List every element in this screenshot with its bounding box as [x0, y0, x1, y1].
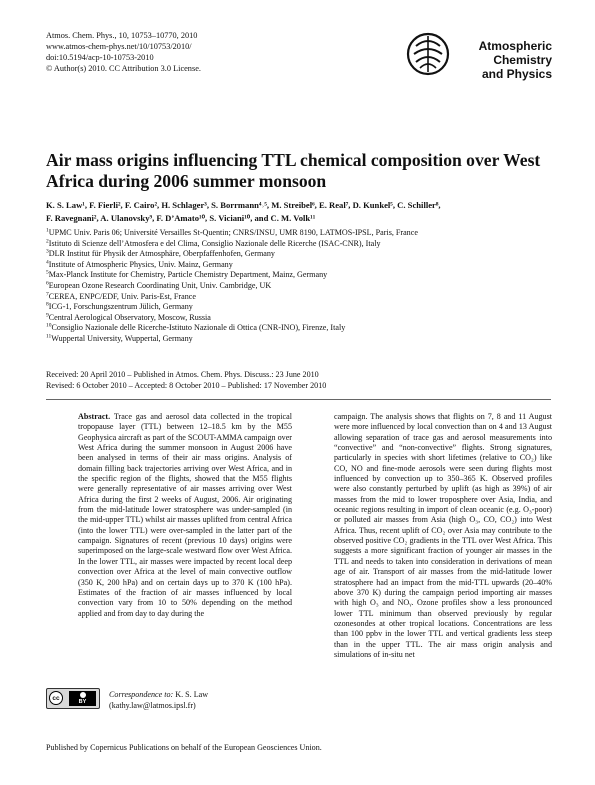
paper-title: Air mass origins influencing TTL chemical composition over West Africa during 2006 summer monsoon: [46, 150, 541, 191]
author-line-2: F. Ravegnani², A. Ulanovsky⁹, F. D’Amato¹⁰, S. Viciani¹⁰, and C. M. Volk¹¹: [46, 213, 316, 223]
logo-line-1: Atmospheric: [478, 39, 552, 53]
affiliation-item: $^6$European Ozone Research Coordinating Unit, Univ. Cambridge, UK: [46, 280, 272, 290]
abstract-heading: Abstract.: [78, 412, 111, 421]
correspondence-email[interactable]: (kathy.law@latmos.ipsl.fr): [109, 701, 196, 710]
person-icon: [80, 692, 86, 698]
journal-reference: Atmos. Chem. Phys., 10, 10753–10770, 2010: [46, 31, 198, 40]
revised-line: Revised: 6 October 2010 – Accepted: 8 October 2010 – Published: 17 November 2010: [46, 380, 327, 390]
affiliation-item: $^7$CEREA, ENPC/EDF, Univ. Paris-Est, France: [46, 290, 196, 301]
doi[interactable]: doi:10.5194/acp-10-10753-2010: [46, 53, 154, 62]
publisher-footer: Published by Copernicus Publications on behalf of the European Geosciences Union.: [46, 743, 322, 752]
logo-line-2: Chemistry: [493, 53, 552, 67]
affiliation-item: $^3$DLR Institut für Physik der Atmosphäre, Oberpfaffenhofen, Germany: [46, 248, 275, 259]
egu-logo-icon: [406, 32, 450, 76]
by-icon: BY: [69, 691, 96, 706]
abstract-text-left: Trace gas and aerosol data collected in the tropical tropopause layer (TTL) between 12–18.5 km by the M55 Geophysica aircraft as part of the SCOUT-AMMA campaign over West Africa during the summer monsoon in August 2006 have been analysed in terms of their air mass origins. Analysis of domain filling back trajectories arriving over West Africa, and in the specific region of the flights, showed that the M55 flights were generally representative of air masses arriving over West Africa during the first 2 weeks of August, 2006. Air originating from the mid-latitude lower stratosphere was under-sampled (in the mid-upper TTL) whilst air masses uplifted from central Africa (into the lower TTL) were over-sampled in the latter part of the campaign. Signatures of recent (previous 10 days) origins were superimposed on the large-scale westward flow over West Africa. In the lower TTL, air masses were impacted by recent local deep convection over Africa at the level of main convective outflow (350 K, 200 hPa) and on certain days up to 370 K (100 hPa). Estimates of the fraction of air masses influenced by local convection vary from 10 to 50% depending on the method applied and from day to day during the: [78, 412, 292, 618]
journal-logo: [406, 30, 552, 86]
header-divider: [46, 399, 551, 400]
publication-dates: [46, 370, 551, 391]
author-list: [46, 199, 551, 225]
correspondence-name: K. S. Law: [175, 690, 209, 699]
abstract-left-column: [78, 412, 292, 619]
affiliation-item: $^1$UPMC Univ. Paris 06; Université Versailles St-Quentin; CNRS/INSU, UMR 8190, LATMOS-IPSL, Paris, France: [46, 227, 418, 237]
correspondence-label: Correspondence to:: [109, 690, 174, 699]
affiliation-item: $^8$ICG-1, Forschungszentrum Jülich, Germany: [46, 301, 193, 312]
affiliation-list: [46, 228, 551, 345]
affiliation-item: $^{10}$Consiglio Nazionale delle Ricerche-Istituto Nazionale di Ottica (CNR-INO), Firenze, Italy: [46, 322, 346, 333]
author-line-1: K. S. Law¹, F. Fierli², F. Cairo², H. Schlager³, S. Borrmann⁴˒⁵, M. Streibel⁶, E. Real⁷, D. Kunkel⁵, C. Schiller⁸,: [46, 200, 441, 210]
license-line: © Author(s) 2010. CC Attribution 3.0 License.: [46, 64, 201, 73]
logo-line-3: and Physics: [481, 67, 552, 81]
correspondence: [109, 689, 208, 711]
affiliation-item: $^2$Istituto di Scienze dell’Atmosfera e del Clima, Consiglio Nazionale delle Ricerche (ISAC-CNR), Italy: [46, 237, 381, 248]
affiliation-item: $^{11}$Wuppertal University, Wuppertal, Germany: [46, 333, 193, 343]
affiliation-item: $^9$Central Aerological Observatory, Moscow, Russia: [46, 312, 211, 322]
received-line: Received: 20 April 2010 – Published in Atmos. Chem. Phys. Discuss.: 23 June 2010: [46, 370, 319, 379]
article-url[interactable]: www.atmos-chem-phys.net/10/10753/2010/: [46, 42, 192, 51]
cc-license-badge[interactable]: [46, 688, 100, 709]
affiliation-item: $^5$Max-Planck Institute for Chemistry, Particle Chemistry Department, Mainz, Germany: [46, 269, 328, 280]
affiliation-item: $^4$Institute of Atmospheric Physics, Univ. Mainz, Germany: [46, 259, 233, 269]
abstract-right-column: [334, 412, 552, 660]
cc-icon: cc: [49, 691, 63, 705]
abstract-text-right: campaign. The analysis shows that flights on 7, 8 and 11 August were more influenced by local convection than on 4 and 13 August allowing separation of trace gas and aerosol measurements into “convective” and “non-convective” flights. Strong signatures, particularly in species with short lifetimes (relative to CO₂) like CO, NO and fine-mode aerosols were seen during flights most influenced by convection up to 350–365 K. Observed profiles were also constantly perturbed by uplift (as high as 39%) of air masses from the mid to lower troposphere over Asia, India, and oceanic regions resulting in import of clean oceanic (e.g. O₃-poor) or polluted air masses from Asia (high O₃, CO, CO₂) into West Africa. Thus, recent uplift of CO₂ over Asia may contribute to the observed positive CO₂ gradients in the TTL over West Africa. This suggests a more significant fraction of younger air masses in the TTL and needs to taken into consideration in derivations of mean age of air. Transport of air masses from the mid-latitude lower stratosphere had an impact from the mid-TTL upwards (20–40% above 370 K) during the campaign period importing air masses with high O₃ and NOᵧ. Ozone profiles show a less pronounced lower TTL minimum than observed previously by regular ozonesondes at other tropical locations. Concentrations are less than 100 ppbv in the lower TTL and vertical gradients less steep than in the upper TTL. The air mass origin analysis and simulations of in-situ net: [334, 412, 552, 659]
